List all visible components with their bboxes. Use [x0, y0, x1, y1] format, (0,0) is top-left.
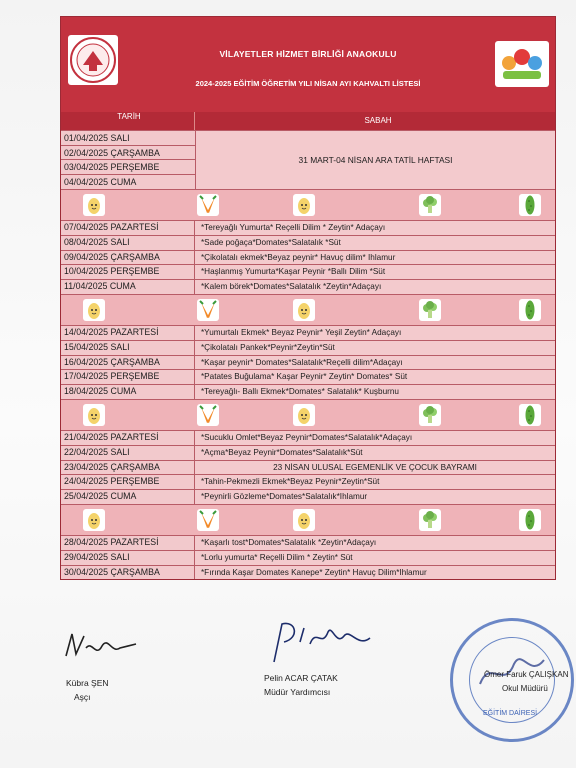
- holiday-date: 01/04/2025 SALI: [61, 131, 195, 146]
- row-meal: *Kaşar peynir* Domates*Salatalık*Reçelli dilim*Adaçayı: [195, 356, 555, 370]
- egg-character-icon: [83, 194, 105, 216]
- food-icon-row: [61, 399, 555, 430]
- row-meal: *Tereyağlı- Ballı Ekmek*Domates* Salatalık* Kuşburnu: [195, 385, 555, 399]
- row-date: 22/04/2025 SALI: [61, 446, 195, 460]
- row-meal: *Tahin-Pekmezli Ekmek*Beyaz Peynir*Zeytin*Süt: [195, 475, 555, 489]
- official-stamp: [450, 618, 574, 742]
- row-date: 30/04/2025 ÇARŞAMBA: [61, 566, 195, 580]
- table-row: [61, 235, 555, 250]
- table-row: [61, 474, 555, 489]
- egg-character-icon: [293, 404, 315, 426]
- table-row: [61, 325, 555, 340]
- cucumber-icon: [519, 299, 541, 321]
- vice-principal-signature: [266, 618, 376, 668]
- egg-character-icon: [83, 509, 105, 531]
- table-row: [61, 369, 555, 384]
- row-meal: *Peynirli Gözleme*Domates*Salatalık*Ihlamur: [195, 490, 555, 504]
- carrot-icon: [197, 509, 219, 531]
- row-date: 28/04/2025 PAZARTESİ: [61, 536, 195, 550]
- egg-character-icon: [293, 194, 315, 216]
- vice-principal-role: Müdür Yardımcısı: [264, 687, 331, 697]
- broccoli-icon: [419, 299, 441, 321]
- row-meal: *Lorlu yumurta* Reçelli Dilim * Zeytin* Süt: [195, 551, 555, 565]
- food-icon-row: [61, 504, 555, 535]
- table-row: [61, 460, 555, 475]
- holiday-date: 02/04/2025 ÇARŞAMBA: [61, 146, 195, 161]
- meal-column-header: SABAH: [195, 112, 555, 130]
- egg-character-icon: [293, 509, 315, 531]
- holiday-date: 03/04/2025 PERŞEMBE: [61, 160, 195, 175]
- stamp-text: EĞİTİM DAİRESİ: [483, 710, 538, 717]
- carrot-icon: [197, 194, 219, 216]
- row-date: 17/04/2025 PERŞEMBE: [61, 370, 195, 384]
- food-icon-row: [61, 189, 555, 220]
- table-row: [61, 279, 555, 294]
- holiday-block: [61, 130, 555, 189]
- egg-character-icon: [83, 404, 105, 426]
- row-date: 11/04/2025 CUMA: [61, 280, 195, 294]
- egg-character-icon: [293, 299, 315, 321]
- menu-header: [61, 17, 555, 112]
- cook-signature: [62, 628, 142, 666]
- cucumber-icon: [519, 509, 541, 531]
- cook-role: Aşçı: [74, 692, 91, 702]
- cook-name: Kübra ŞEN: [66, 678, 109, 688]
- date-column-header: TARİH: [61, 112, 195, 130]
- vice-principal-name: Pelin ACAR ÇATAK: [264, 673, 338, 683]
- holiday-text: 31 MART-04 NİSAN ARA TATİL HAFTASI: [196, 131, 555, 189]
- row-meal: *Haşlanmış Yumurta*Kaşar Peynir *Ballı Dilim *Süt: [195, 265, 555, 279]
- row-date: 25/04/2025 CUMA: [61, 490, 195, 504]
- row-meal: *Fırında Kaşar Domates Kanepe* Zeytin* Havuç Dilim*Ihlamur: [195, 566, 555, 580]
- row-date: 09/04/2025 ÇARŞAMBA: [61, 251, 195, 265]
- broccoli-icon: [419, 404, 441, 426]
- holiday-date: 04/04/2025 CUMA: [61, 175, 195, 190]
- row-meal: *Sade poğaça*Domates*Salatalık *Süt: [195, 236, 555, 250]
- table-row: [61, 355, 555, 370]
- principal-name: Ömer Faruk ÇALIŞKAN: [484, 670, 569, 679]
- table-row: [61, 250, 555, 265]
- table-row: [61, 264, 555, 279]
- row-date: 14/04/2025 PAZARTESİ: [61, 326, 195, 340]
- carrot-icon: [197, 404, 219, 426]
- kindergarten-logo-icon: [495, 41, 549, 87]
- row-meal: *Tereyağlı Yumurta* Reçelli Dilim * Zeytin* Adaçayı: [195, 221, 555, 235]
- row-meal: *Çikolatalı Pankek*Peynir*Zeytin*Süt: [195, 341, 555, 355]
- table-row: [61, 430, 555, 445]
- table-row: [61, 565, 555, 580]
- row-date: 18/04/2025 CUMA: [61, 385, 195, 399]
- row-meal: *Yumurtalı Ekmek* Beyaz Peynir* Yeşil Zeytin* Adaçayı: [195, 326, 555, 340]
- row-date: 08/04/2025 SALI: [61, 236, 195, 250]
- table-row: [61, 489, 555, 504]
- food-icon-row: [61, 294, 555, 325]
- row-date: 07/04/2025 PAZARTESİ: [61, 221, 195, 235]
- table-row: [61, 340, 555, 355]
- table-row: [61, 535, 555, 550]
- weeks-container: [61, 189, 555, 579]
- row-date: 10/04/2025 PERŞEMBE: [61, 265, 195, 279]
- row-meal: *Kaşarlı tost*Domates*Salatalık *Zeytin*Adaçayı: [195, 536, 555, 550]
- row-date: 21/04/2025 PAZARTESİ: [61, 431, 195, 445]
- table-row: [61, 384, 555, 399]
- broccoli-icon: [419, 509, 441, 531]
- table-row: [61, 550, 555, 565]
- menu-subtitle: 2024-2025 EĞİTİM ÖĞRETİM YILI NİSAN AYI KAHVALTI LİSTESİ: [195, 79, 421, 88]
- holiday-dates: [61, 131, 196, 189]
- row-date: 15/04/2025 SALI: [61, 341, 195, 355]
- carrot-icon: [197, 299, 219, 321]
- school-name: VİLAYETLER HİZMET BİRLİĞİ ANAOKULU: [219, 49, 397, 59]
- row-date: 24/04/2025 PERŞEMBE: [61, 475, 195, 489]
- row-date: 23/04/2025 ÇARŞAMBA: [61, 461, 195, 475]
- table-row: [61, 445, 555, 460]
- row-meal: *Çikolatalı ekmek*Beyaz peynir* Havuç dilim* Ihlamur: [195, 251, 555, 265]
- row-date: 16/04/2025 ÇARŞAMBA: [61, 356, 195, 370]
- principal-role: Okul Müdürü: [502, 684, 548, 693]
- column-header-row: [61, 112, 555, 130]
- meb-logo-icon: [68, 35, 118, 85]
- row-meal: *Açma*Beyaz Peynir*Domates*Salatalık*Süt: [195, 446, 555, 460]
- row-date: 29/04/2025 SALI: [61, 551, 195, 565]
- row-meal: 23 NİSAN ULUSAL EGEMENLİK VE ÇOCUK BAYRAMI: [195, 461, 555, 475]
- breakfast-menu-table: [60, 16, 556, 580]
- broccoli-icon: [419, 194, 441, 216]
- cucumber-icon: [519, 194, 541, 216]
- row-meal: *Sucuklu Omlet*Beyaz Peynir*Domates*Salatalık*Adaçayı: [195, 431, 555, 445]
- egg-character-icon: [83, 299, 105, 321]
- cucumber-icon: [519, 404, 541, 426]
- row-meal: *Kalem börek*Domates*Salatalık *Zeytin*Adaçayı: [195, 280, 555, 294]
- table-row: [61, 220, 555, 235]
- row-meal: *Patates Buğulama* Kaşar Peynir* Zeytin* Domates* Süt: [195, 370, 555, 384]
